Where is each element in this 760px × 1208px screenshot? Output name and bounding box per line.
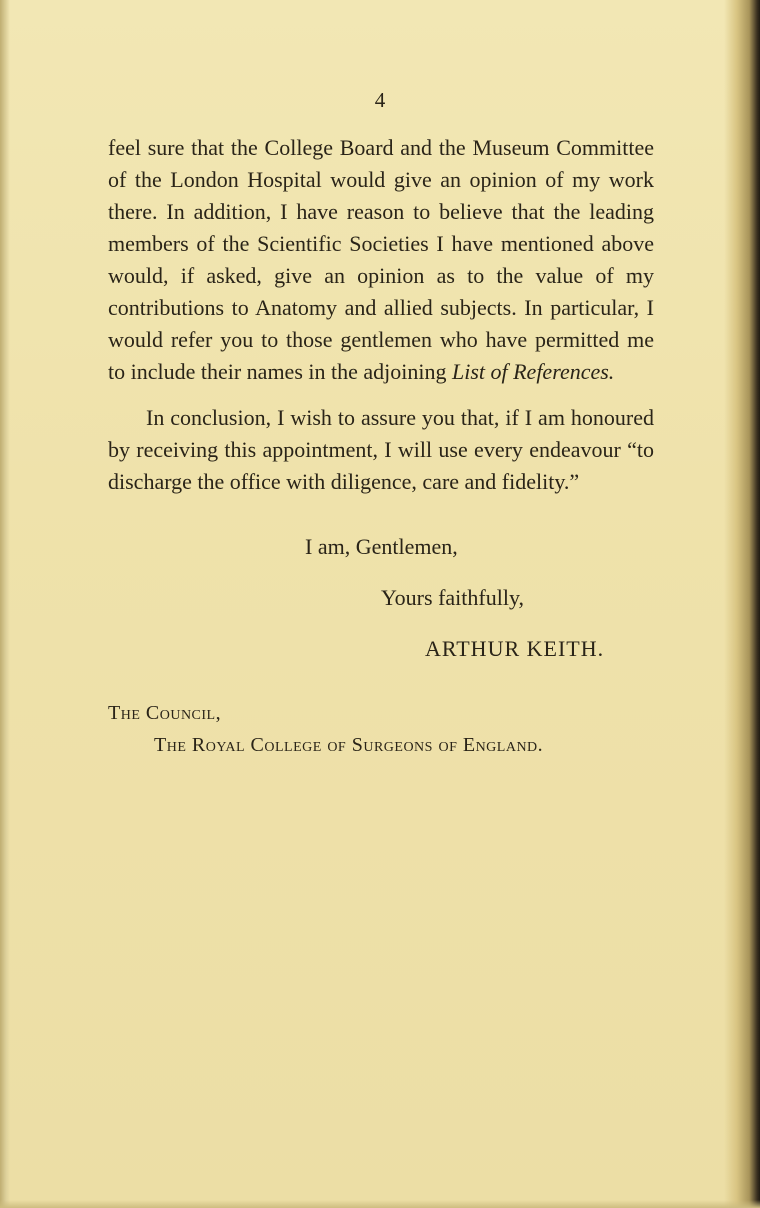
paragraph-1 (108, 132, 654, 388)
valediction: Yours faithfully, (381, 585, 525, 610)
letter-body (108, 132, 654, 498)
paragraph-1-text: feel sure that the College Board and the Museum Committee of the London Hospital would give an opinion of my work there. In addition, I have reason to believe that the leading members of the Scientific Societies I have mentioned above would, if asked, give an opinion as to the value of my contributions to Anatomy and allied subjects. In particular, I would refer you to those gentlemen who have permitted me to include their names in the adjoining (108, 135, 654, 384)
salutation: I am, Gentlemen, (305, 534, 458, 559)
page-left-edge (0, 0, 10, 1208)
paragraph-2: In conclusion, I wish to assure you that, if I am honoured by receiving this appointment, I will use every endeavour “to discharge the office with diligence, care and fidelity.” (108, 405, 654, 494)
addressee-line-2: The Royal College of Surgeons of England. (154, 734, 544, 756)
page-number: 4 (374, 88, 386, 112)
signature: ARTHUR KEITH. (425, 636, 605, 661)
page-binding-edge (724, 0, 760, 1208)
page-bottom-edge (0, 1200, 760, 1208)
list-of-references-reference: List of References. (451, 359, 615, 384)
addressee-line-1: The Council, (108, 702, 222, 724)
